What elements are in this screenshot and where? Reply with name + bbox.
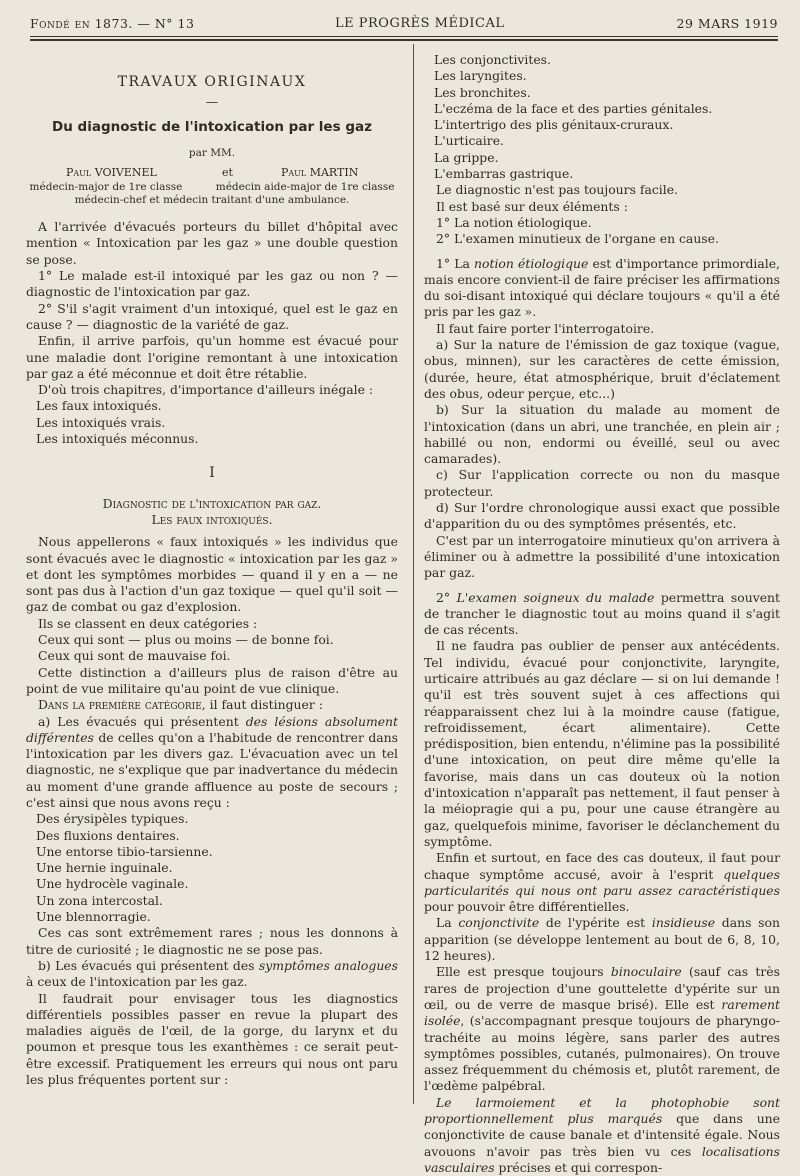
right-column [424, 52, 780, 1176]
section-dash: — [205, 94, 219, 110]
paragraph: C'est par un interrogatoire minutieux qu'on arrivera à éliminer ou à admettre la possibilité d'une intoxication par gaz. [424, 532, 780, 581]
paragraph: Ils se classent en deux catégories : [38, 615, 258, 631]
paragraph [424, 590, 780, 639]
list-item: Les faux intoxiqués. [36, 398, 162, 414]
list-item: Des fluxions dentaires. [36, 827, 180, 843]
paragraph: Nous appellerons « faux intoxiqués » les individus que sont évacués avec le diagnostic « intoxication par les gaz » et dont les symptômes morbides — quand il y en a — ne sont pas dus à l'action d'un gaz toxique — quel qu'il soit — gaz de combat ou gaz d'explosion. [26, 534, 398, 615]
text-run: dans son apparition (se développe lentement au bout de 6, 8, 10, 12 heures). [424, 915, 780, 964]
emphasis: L'examen soigneux du malade [456, 589, 655, 605]
emphasis: localisations vasculaires [424, 1143, 780, 1175]
paragraph: a) Sur la nature de l'émission de gaz toxique (vague, obus, minnen), sur les caractères de cette émission, (durée, heure, état atmosphérique, bruit d'éclatement des obus, odeur perçue, etc...) [424, 337, 780, 401]
paragraph: 2° S'il s'agit vraiment d'un intoxiqué, quel est le gaz en cause ? — diagnostic de la variété de gaz. [26, 300, 398, 332]
list-item: Les bronchites. [434, 84, 531, 100]
author-affiliations: médecin-major de 1re classe médecin aide-major de 1re classe [29, 181, 395, 194]
emphasis: rarement isolée [424, 996, 780, 1029]
list-item: L'embarras gastrique. [434, 166, 574, 182]
paragraph: Il faut faire porter l'interrogatoire. [436, 320, 655, 336]
list-item: L'intertrigo des plis génitaux-cruraux. [434, 117, 674, 133]
list-item: Des érysipèles typiques. [36, 811, 189, 827]
text-run: , (s'accompagnant presque toujours de pharyngo-trachéite au moins légère, sans parler des autres symptômes possibles, cutanés, pulmonaires). On trouve assez fréquemment du chémosis et, plutôt rarement, de l'œdème palpébral. [424, 1013, 780, 1094]
paragraph: Cette distinction a d'ailleurs plus de raison d'être au point de vue militaire qu'au point de vue clinique. [26, 664, 398, 696]
text-run: Enfin et surtout, en face des cas douteux, il faut pour chaque symptôme accusé, avoir à l'esprit [424, 850, 780, 882]
journal-title: LE PROGRÈS MÉDICAL [335, 16, 505, 31]
paragraph [26, 958, 398, 991]
paragraph: Ces cas sont extrêmement rares ; nous les donnons à titre de curiosité ; le diagnostic ne se pose pas. [26, 925, 398, 957]
column-separator [413, 44, 414, 1104]
article-title: Du diagnostic de l'intoxication par les gaz [52, 118, 372, 135]
left-column [26, 48, 398, 1088]
emphasis: insidieuse [651, 915, 716, 931]
paragraph: Il ne faudra pas oublier de penser aux antécédents. Tel individu, évacué pour conjonctivite, laryngite, urticaire attribués au gaz déclare — si on lui demande ! qu'il est très souvent sujet à ces affections qui réapparaissent chez lui à la moindre cause (fatigue, refroidissement, écart alimentaire). Cette prédisposition, bien entendu, n'élimine pas la possibilité d'une intoxication, on peut dire même qu'elle la favorise, mais dans un cas douteux où la notion d'intoxication n'apparaît pas nettement, il faut penser à la méiopragie qui a pu, pour une cause étrangère au gaz, quelquefois minime, favoriser le déclanchement du symptôme. [424, 638, 780, 849]
chapter-heading: Diagnostic de l'intoxication par gaz. [102, 495, 322, 511]
paragraph: 1° La notion étiologique. [436, 214, 592, 230]
running-header [30, 14, 778, 36]
paragraph: 1° Le malade est-il intoxiqué par les gaz ou non ? — diagnostic de l'intoxication par gaz. [26, 268, 398, 300]
paragraph: Enfin, il arrive parfois, qu'un homme est évacué pour une maladie dont l'origine remontant à une intoxication par gaz a été méconnue et doit être rétablie. [26, 333, 398, 381]
text-run: que dans une conjonctivite de cause banale et d'intensité égale. Nous avouons n'avoir pas très bien vu ces [424, 1111, 780, 1159]
byline-par: par MM. [188, 146, 236, 159]
author-martin: Paul MARTIN [281, 166, 359, 180]
text-run: Elle est presque toujours [436, 964, 611, 980]
paragraph: d) Sur l'ordre chronologique aussi exact que possible d'apparition du ou des symptômes présentés, etc. [424, 500, 780, 532]
paragraph [424, 964, 780, 1094]
list-item: Les intoxiqués vrais. [36, 414, 166, 430]
paragraph: b) Sur la situation du malade au moment de l'intoxication (dans un abri, une tranchée, en plein air ; habillé ou non, endormi ou éveillé, seul ou avec camarades). [424, 402, 780, 467]
text-run: , il faut distinguer : [201, 697, 323, 713]
paragraph: 2° L'examen minutieux de l'organe en cause. [436, 231, 719, 247]
paragraph: D'où trois chapitres, d'importance d'ailleurs inégale : [38, 382, 374, 398]
list-item: Un zona intercostal. [36, 892, 163, 908]
list-item: Une blennorragie. [36, 909, 151, 925]
text-run: de celles qu'on a l'habitude de rencontrer dans l'intoxication par les divers gaz. L'évacuation avec un tel diagnostic, ne s'explique que par inadvertance du médecin au moment d'une grande affluence au poste de secours ; c'est ainsi que nous avons reçu : [26, 729, 398, 810]
paragraph [424, 850, 780, 915]
paragraph [26, 697, 398, 713]
text-run: (sauf cas très rares de projection d'une gouttelette d'ypérite sur un œil, ou de verre de masque brisé). Elle est [424, 964, 780, 1012]
emphasis: symptômes analogues [258, 957, 399, 973]
text-run: b) Les évacués qui présentent des [38, 957, 259, 973]
list-item: L'eczéma de la face et des parties génitales. [434, 100, 713, 116]
paragraph: Ceux qui sont — plus ou moins — de bonne foi. [38, 632, 334, 648]
list-item: Les conjonctivites. [434, 52, 551, 67]
emphasis: quelques particularités qui nous ont paru assez caractéristiques [424, 866, 780, 898]
paragraph [26, 714, 398, 812]
emphasis: binoculaire [610, 964, 682, 980]
author-conjunction: et [222, 166, 233, 180]
authors [26, 165, 398, 181]
chapter-number: I [209, 465, 215, 482]
text-run: de l'ypérite est [539, 915, 652, 931]
author-voivenel: Paul VOIVENEL [66, 166, 157, 180]
text-run: permettra souvent de trancher le diagnostic tout au moins quand il s'agit de cas récents. [424, 589, 780, 638]
text-run: pour pouvoir être différentielles. [424, 899, 630, 915]
list-item: Une hernie inguinale. [36, 860, 173, 876]
list-item: L'urticaire. [434, 133, 504, 149]
paragraph [424, 256, 780, 321]
text-run: a) Les évacués qui présentent [38, 713, 246, 729]
list-item: Une hydrocèle vaginale. [36, 876, 189, 892]
paragraph: Il est basé sur deux éléments : [436, 198, 628, 214]
chapter-subheading: Les faux intoxiqués. [151, 511, 273, 527]
paragraph: c) Sur l'application correcte ou non du masque protecteur. [424, 467, 780, 499]
text-run: 1° La [436, 255, 475, 271]
paragraph: Il faudrait pour envisager tous les diagnostics différentiels possibles passer en revue la plupart des maladies aiguës de l'œil, de la gorge, du larynx et du poumon et presque tous les exanthèmes : ce serait peut-être excessif. Pratiquement les erreurs qui nous ont paru les plus fréquentes portent sur : [26, 990, 398, 1088]
paragraph: Le diagnostic n'est pas toujours facile. [436, 182, 678, 198]
list-item: La grippe. [434, 149, 499, 165]
category-label: Dans la première catégorie [38, 697, 202, 713]
emphasis: notion étiologique [474, 255, 589, 271]
emphasis: Le larmoiement et la photophobie sont proportionnellement plus marqués [424, 1094, 780, 1126]
paragraph [424, 1095, 780, 1176]
text-run: La [436, 915, 459, 931]
section-heading: TRAVAUX ORIGINAUX [117, 74, 307, 90]
text-run: est d'importance primordiale, mais encore convient-il de faire préciser les affirmations du soi-disant intoxiqué qui déclare toujours « qu'il a été pris par les gaz ». [424, 255, 780, 320]
text-run: précises et qui correspon- [494, 1159, 663, 1175]
paragraph [424, 915, 780, 964]
list-item: Les laryngites. [434, 68, 527, 84]
list-item: Les intoxiqués méconnus. [36, 431, 199, 447]
text-run: 2° [436, 589, 457, 605]
text-run: à ceux de l'intoxication par les gaz. [26, 974, 248, 990]
paragraph: Ceux qui sont de mauvaise foi. [38, 648, 231, 664]
paragraph: A l'arrivée d'évacués porteurs du billet d'hôpital avec mention « Intoxication par les gaz » une double question se pose. [26, 219, 398, 267]
header-rule [30, 36, 778, 37]
author-roles: médecin-chef et médecin traitant d'une ambulance. [74, 194, 350, 207]
issue-date: 29 MARS 1919 [676, 16, 778, 31]
header-rule-thick [30, 39, 778, 41]
emphasis: conjonctivite [458, 915, 540, 931]
emphasis: des lésions absolument différentes [26, 713, 398, 745]
founding-info: Fondé en 1873. — N° 13 [30, 16, 195, 31]
list-item: Une entorse tibio-tarsienne. [36, 843, 213, 859]
